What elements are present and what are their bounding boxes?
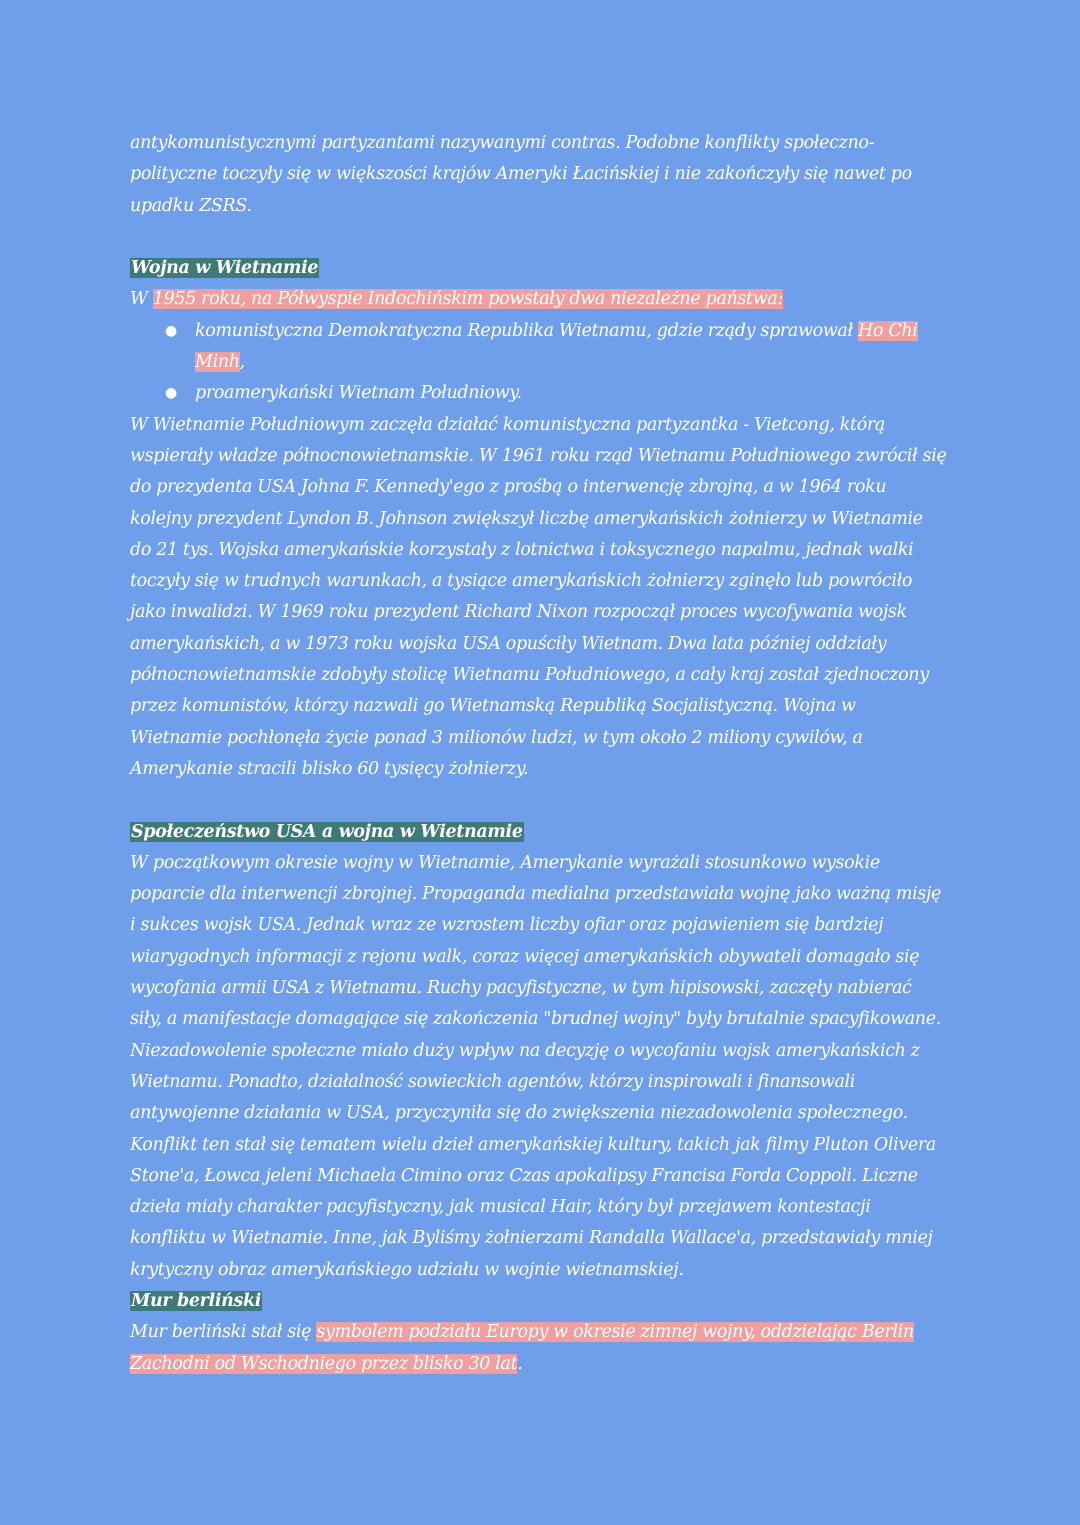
vietnam-lead-highlight: 1955 roku, na Półwyspie Indochińskim powstały dwa niezależne państwa: [152,289,783,310]
section-heading-berlin: Mur berliński [131,1290,262,1311]
document-content [130,128,948,1380]
berlin-lead-prefix: Mur berliński stał się [130,1322,317,1343]
berlin-lead [130,1317,948,1380]
bullet-icon: ● [165,322,177,339]
intro-paragraph: antykomunistycznymi partyzantami nazywanymi contras. Podobne konflikty społeczno-polityczne toczyły się w większości krajów Ameryki Łacińskiej i nie zakończyły się nawet po upadku ZSRS. [130,133,912,216]
bullet-icon: ● [165,385,177,402]
vietnam-body: W Wietnamie Południowym zaczęła działać komunistyczna partyzantka - Vietcong, którą wspierały władze północnowietnamskie. W 1961 roku rząd Wietnamu Południowego zwrócił się do prezydenta USA Johna F. Kennedy'ego z prośbą o interwencję zbrojną, a w 1964 roku kolejny prezydent Lyndon B. Johnson zwiększył liczbę amerykańskich żołnierzy w Wietnamie do 21 tys. Wojska amerykańskie korzystały z lotnictwa i toksycznego napalmu, jednak walki toczyły się w trudnych warunkach, a tysiące amerykańskich żołnierzy zginęło lub powróciło jako inwalidzi. W 1969 roku prezydent Richard Nixon rozpoczął proces wycofywania wojsk amerykańskich, a w 1973 roku wojska USA opuściły Wietnam. Dwa lata później oddziały północnowietnamskie zdobyły stolicę Wietnamu Południowego, a cały kraj został zjednoczony przez komunistów, którzy nazwali go Wietnamską Republiką Socjalistyczną. Wojna w Wietnamie pochłonęła życie ponad 3 milionów ludzi, w tym około 2 miliony cywilów, a Amerykanie stracili blisko 60 tysięcy żołnierzy. [130,414,947,779]
society-body: W początkowym okresie wojny w Wietnamie, Amerykanie wyrażali stosunkowo wysokie poparcie dla interwencji zbrojnej. Propaganda medialna przedstawiała wojnę jako ważną misję i sukces wojsk USA. Jednak wraz ze wzrostem liczby ofiar oraz pojawieniem się bardziej wiarygodnych informacji z rejonu walk, coraz więcej amerykańskich obywateli domagało się wycofania armii USA z Wietnamu. Ruchy pacyfistyczne, w tym hipisowski, zaczęły nabierać siły, a manifestacje domagające się zakończenia "brudnej wojny" były brutalnie spacyfikowane. Niezadowolenie społeczne miało duży wpływ na decyzję o wycofaniu wojsk amerykańskich z Wietnamu. Ponadto, działalność sowieckich agentów, którzy inspirowali i finansowali antywojenne działania w USA, przyczyniła się do zwiększenia niezadowolenia społecznego. Konflikt ten stał się tematem wielu dzieł amerykańskiej kultury, takich jak filmy Pluton Olivera Stone'a, Łowca jeleni Michaela Cimino oraz Czas apokalipsy Francisa Forda Coppoli. Liczne dzieła miały charakter pacyfistyczny, jak musical Hair, który był przejawem kontestacji konfliktu w Wietnamie. Inne, jak Byliśmy żołnierzami Randalla Wallace'a, przedstawiały mniej krytyczny obraz amerykańskiego udziału w wojnie wietnamskiej. [130,852,942,1280]
section-heading-vietnam: Wojna w Wietnamie [131,258,319,279]
list-item-suffix: , [239,352,245,373]
list-item-highlight: Ho Chi Minh [195,320,918,373]
vietnam-lead [130,284,948,315]
section-heading-society: Społeczeństwo USA a wojna w Wietnamie [131,821,523,842]
vietnam-states-list [130,316,948,410]
berlin-lead-highlight: symbolem podziału Europy w okresie zimnej wojny, oddzielając Berlin Zachodni od Wschodniego przez blisko 30 lat [130,1322,914,1374]
spacer [130,785,948,816]
spacer [130,222,948,253]
list-item [165,378,948,409]
list-item-text: komunistyczna Demokratyczna Republika Wietnamu, gdzie rządy sprawował [195,320,859,341]
vietnam-lead-prefix: W [130,289,153,310]
list-item-text: proamerykański Wietnam Południowy. [195,383,522,404]
section-society [130,817,948,848]
berlin-lead-suffix: . [517,1353,523,1374]
list-item [165,316,948,379]
section-vietnam [130,253,948,284]
section-berlin [130,1286,948,1317]
